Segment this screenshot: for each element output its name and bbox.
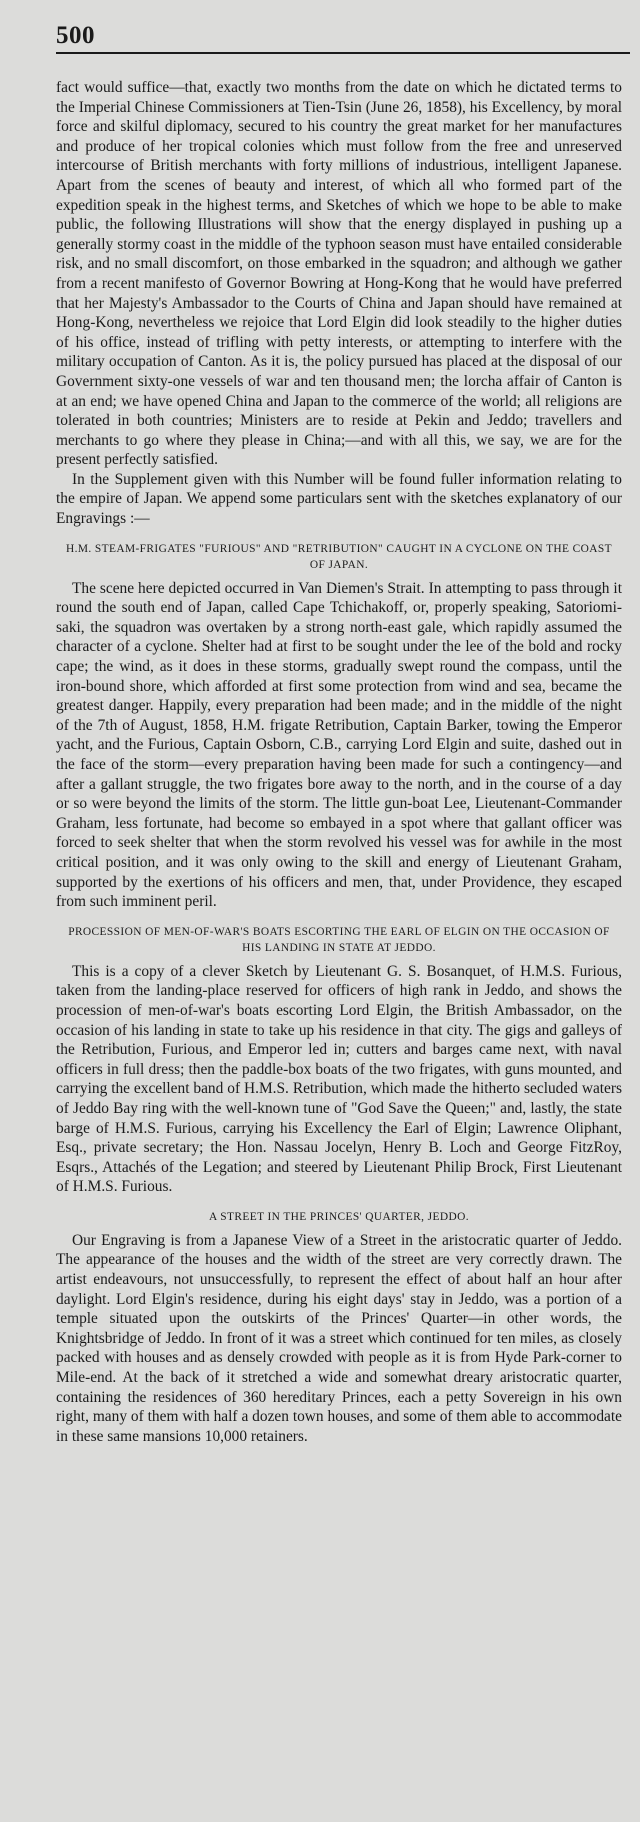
page-header: [56, 0, 630, 54]
article-column: [56, 54, 622, 1446]
intro-paragraph-1: fact would suffice—that, exactly two months from the date on which he dictated terms to the Imperial Chinese Commissioners at Tien-Tsin (June 26, 1858), his Excellency, by moral force and skilful diplomacy, secured to his country the great market for her manufactures and produce of her tropical colonies which must follow from the free and unreserved intercourse of British merchants with forty millions of industrious, intelligent Japanese. Apart from the scenes of beauty and interest, of which all who formed part of the expedition speak in the highest terms, and Sketches of which we hope to be able to make public, the following Illustrations will show that the energy displayed in pushing up a generally stormy coast in the middle of the typhoon season must have entailed considerable risk, and no small discomfort, on those embarked in the squadron; and although we gather from a recent manifesto of Governor Bowring at Hong-Kong that he would have preferred that her Majesty's Ambassador to the Courts of China and Japan should have remained at Hong-Kong, nevertheless we rejoice that Lord Elgin did look steadily to the higher duties of his office, instead of trifling with petty interests, or attempting to interfere with the military occupation of Canton. As it is, the policy pursued has placed at the disposal of our Government sixty-one vessels of war and ten thousand men; the lorcha affair of Canton is at an end; we have opened China and Japan to the commerce of the world; all religions are tolerated in both countries; Ministers are to reside at Pekin and Jeddo; travellers and merchants to go where they please in China;—and with all this, we say, we are for the present perfectly satisfied.: [56, 79, 622, 469]
intro-paragraph-2: In the Supplement given with this Number will be found fuller information relating to the empire of Japan. We append some particulars sent with the sketches explanatory of our Engravings :—: [56, 470, 622, 528]
section-body-procession: This is a copy of a clever Sketch by Lieutenant G. S. Bosanquet, of H.M.S. Furious, taken from the landing-place reserved for officers of high rank in Jeddo, and shows the procession of men-of-war's boats escorting Lord Elgin, the British Ambassador, on the occasion of his landing in state to take up his residence in that city. The gigs and galleys of the Retribution, Furious, and Emperor led in; cutters and barges came next, with naval officers in full dress; then the paddle-box boats of the two frigates, with guns mounted, and carrying the excellent band of H.M.S. Retribution, which made the hitherto secluded waters of Jeddo Bay ring with the well-known tune of "God Save the Queen;" and, lastly, the state barge of H.M.S. Furious, carrying his Excellency the Earl of Elgin; Lawrence Oliphant, Esq., private secretary; the Hon. Nassau Jocelyn, Henry B. Loch and George FitzRoy, Esqrs., Attachés of the Legation; and steered by Lieutenant Philip Brock, First Lieutenant of H.M.S. Furious.: [56, 962, 622, 1196]
page-number: 500: [56, 22, 95, 49]
section-body-cyclone: The scene here depicted occurred in Van Diemen's Strait. In attempting to pass through it round the south end of Japan, called Cape Tchichakoff, or, properly speaking, Satoriomi-saki, the squadron was overtaken by a strong north-east gale, which rapidly assumed the character of a cyclone. Shelter had at first to be sought under the lee of the bold and rocky cape; the wind, as it does in these storms, gradually swept round the compass, until the iron-bound shore, which afforded at first some protection from wind and sea, became the greatest danger. Happily, every preparation had been made; and in the middle of the night of the 7th of August, 1858, H.M. frigate Retribution, Captain Barker, towing the Emperor yacht, and the Furious, Captain Osborn, C.B., carrying Lord Elgin and suite, dashed out in the face of the storm—every preparation having been made for such a contingency—and after a gallant struggle, the two frigates bore away to the north, and in the course of a day or so were beyond the limits of the storm. The little gun-boat Lee, Lieutenant-Commander Graham, less fortunate, had become so embayed in a spot where that gallant officer was forced to seek shelter that when the storm revolved his vessel was for awhile in the most critical position, and it was only owing to the skill and energy of Lieutenant Graham, supported by the exertions of his officers and men, that, under Providence, they escaped from such imminent peril.: [56, 579, 622, 911]
section-heading-street: A STREET IN THE PRINCES' QUARTER, JEDDO.: [209, 1210, 469, 1223]
section-body-street: Our Engraving is from a Japanese View of a Street in the aristocratic quarter of Jeddo. The appearance of the houses and the width of the street are very correctly drawn. The artist endeavours, not unsuccessfully, to represent the effect of about half an hour after daylight. Lord Elgin's residence, during his eight days' stay in Jeddo, was a portion of a temple situated upon the outskirts of the Princes' Quarter—in other words, the Knightsbridge of Jeddo. In front of it was a street which continued for ten miles, as closely packed with houses and as densely crowded with people as it is from Hyde Park-corner to Mile-end. At the back of it stretched a wide and somewhat dreary aristocratic quarter, containing the residences of 360 hereditary Princes, each a petty Sovereign in his own right, many of them with half a dozen town houses, and some of them able to accommodate in these same mansions 10,000 retainers.: [56, 1231, 622, 1445]
section-heading-procession: PROCESSION OF MEN-OF-WAR'S BOATS ESCORTING THE EARL OF ELGIN ON THE OCCASION OF HIS LANDING IN STATE AT JEDDO.: [68, 925, 610, 954]
section-heading-cyclone: H.M. STEAM-FRIGATES "FURIOUS" AND "RETRIBUTION" CAUGHT IN A CYCLONE ON THE COAST OF JAPAN.: [65, 542, 612, 571]
